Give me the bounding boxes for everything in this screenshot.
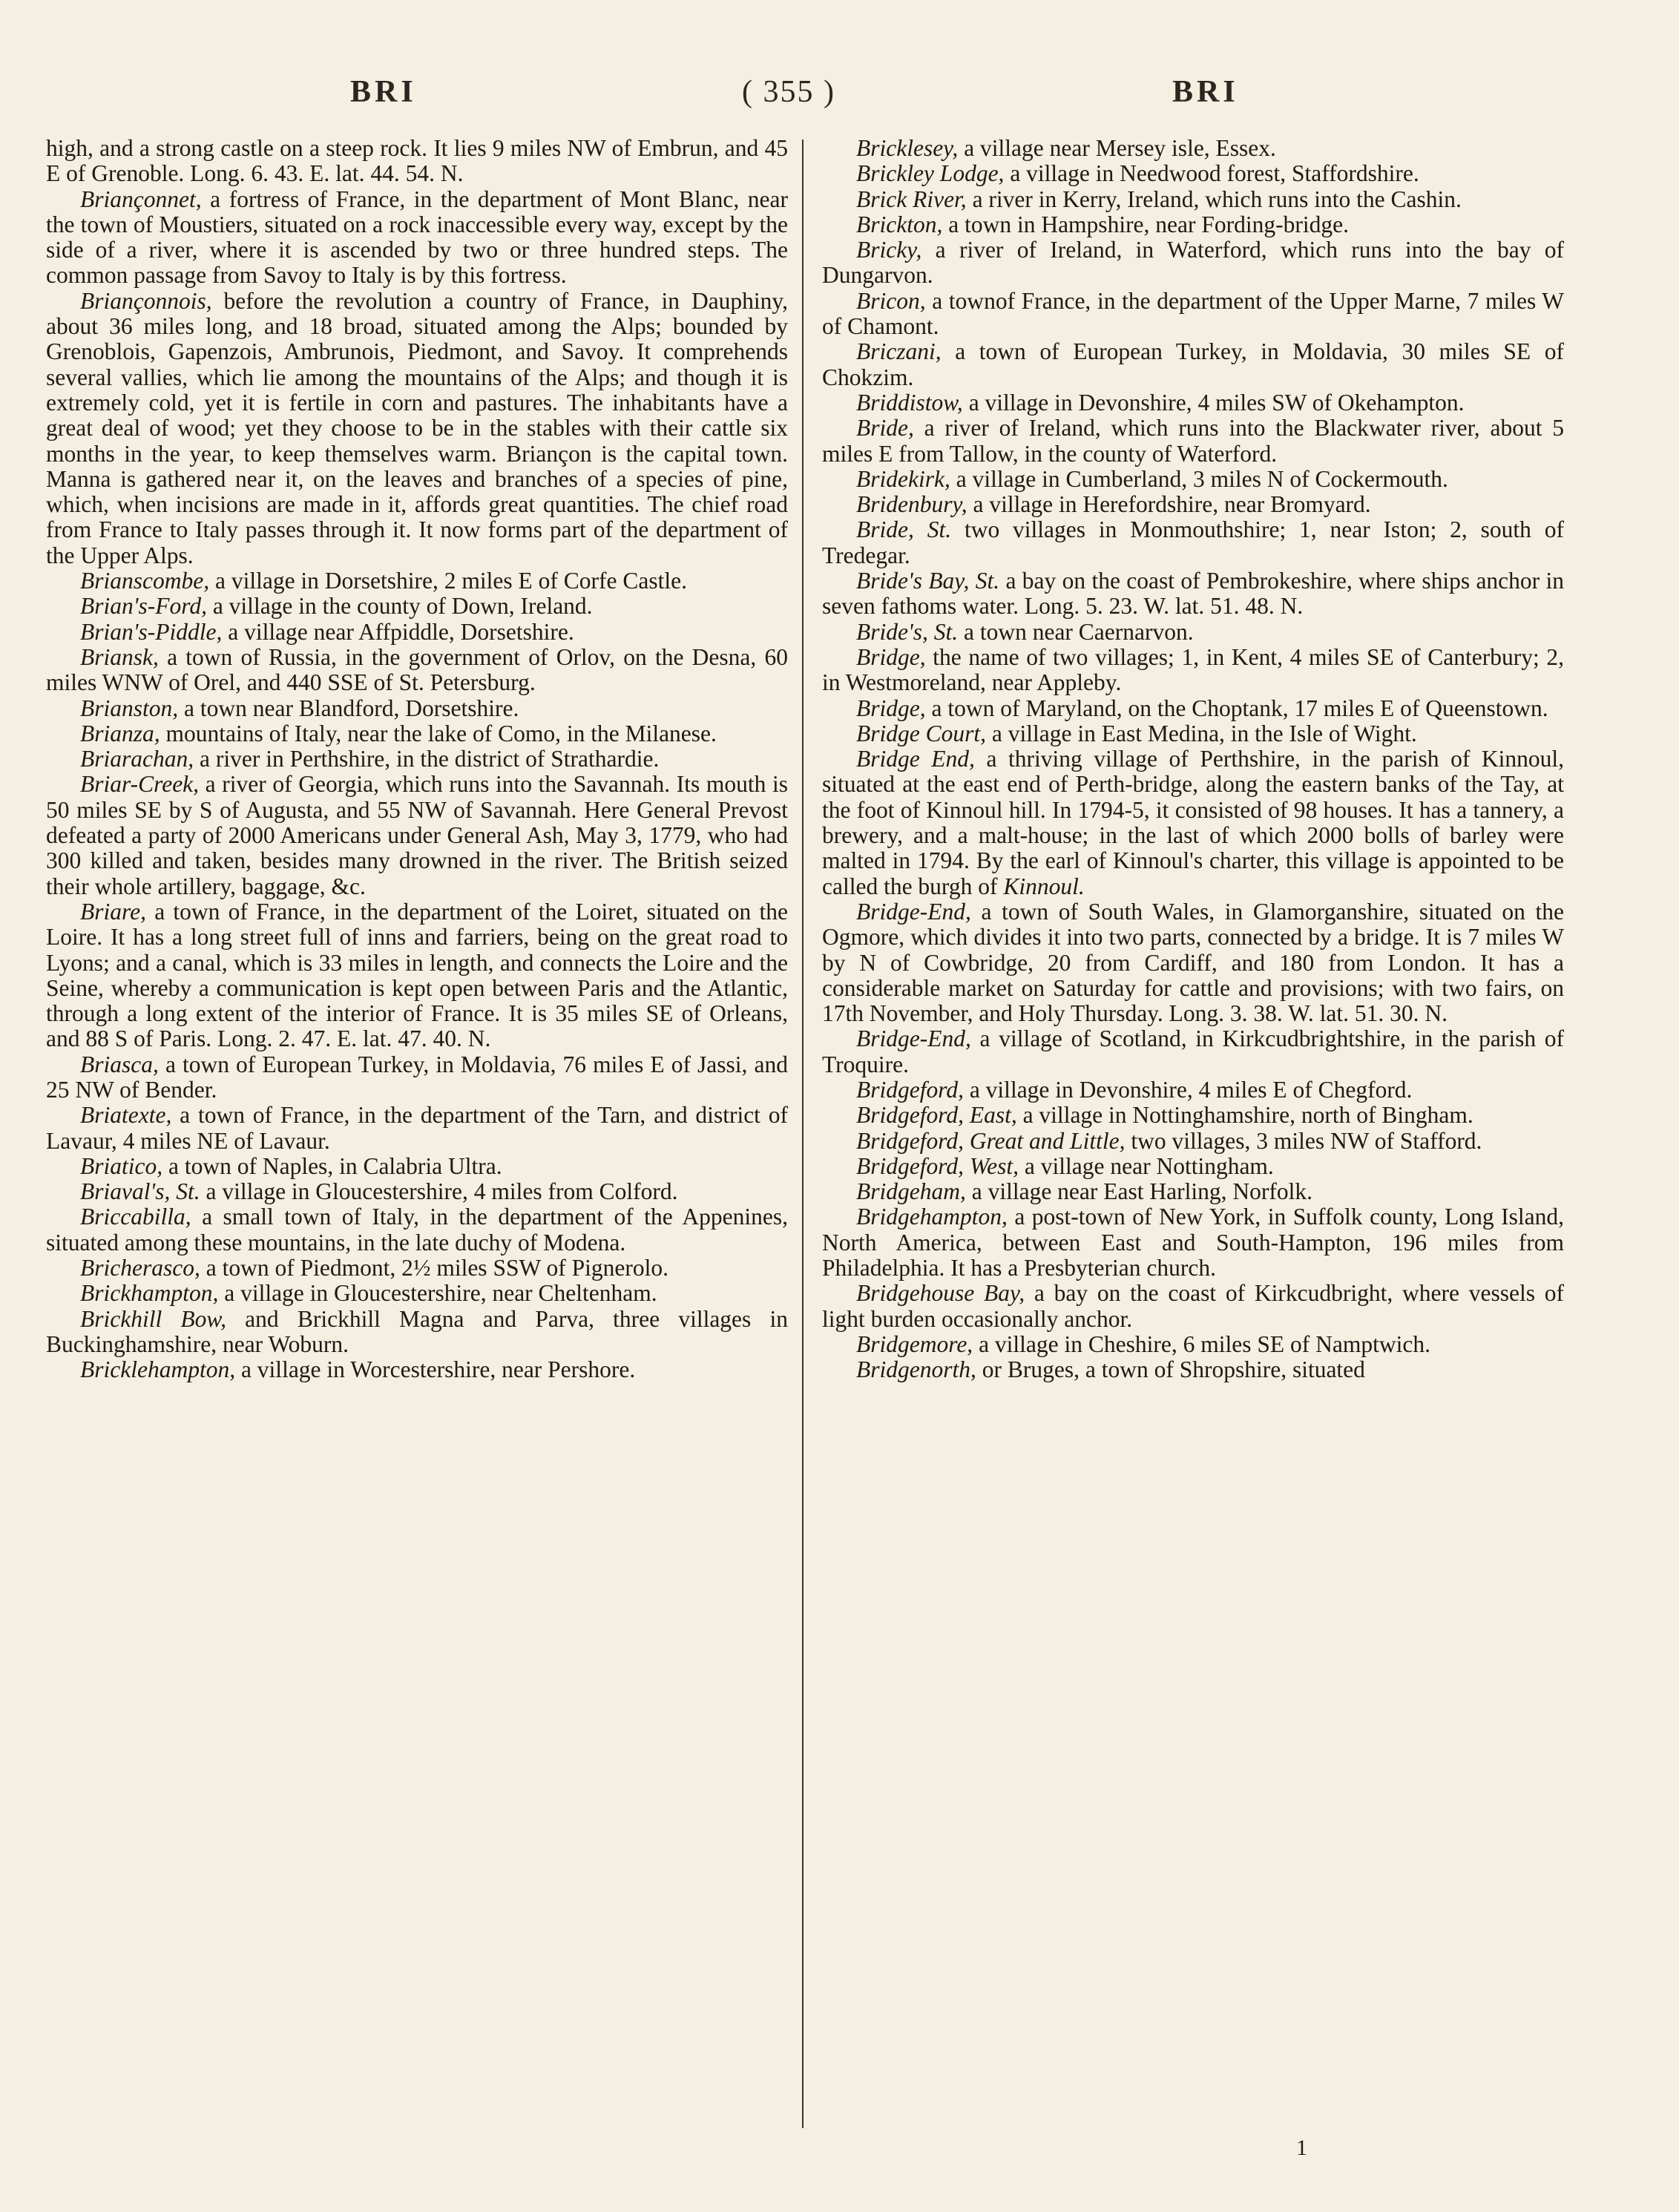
entry-headword: Briar-Creek, — [80, 771, 200, 798]
entry-headword: Brianscombe, — [80, 568, 210, 594]
gazetteer-entry — [46, 1204, 788, 1256]
entry-text: a village near Nottingham. — [1019, 1152, 1274, 1179]
entry-headword: Bridgehouse Bay, — [856, 1280, 1025, 1307]
gazetteer-entry — [822, 1357, 1564, 1382]
entry-headword: Briansk, — [80, 643, 159, 670]
entry-text: two villages, 3 miles NW of Stafford. — [1125, 1127, 1482, 1154]
entry-headword: Bridge, — [856, 643, 926, 670]
gazetteer-entry — [822, 1103, 1564, 1128]
entry-headword: Briasca, — [80, 1051, 159, 1077]
entry-headword: Bricky, — [856, 237, 922, 263]
entry-text: mountains of Italy, near the lake of Como, in the Milanese. — [160, 720, 717, 746]
gazetteer-entry — [46, 1103, 788, 1154]
entry-text: a thriving village of Perthshire, in the parish of Kinnoul, situated at the east end of Perth-bridge, along the eastern banks of the Tay, at the foot of Kinnoul hill. In 1794-5, it consisted of 98 houses. It has a tannery, a brewery, and a malt-house; in the last of which 2000 bolls of barley were malted in 1794. By the earl of Kinnoul's charter, this village is appointed to be called the burgh of — [822, 746, 1564, 899]
entry-text: a village in Nottinghamshire, north of Bingham. — [1016, 1102, 1473, 1129]
entry-text: a village near Mersey isle, Essex. — [958, 135, 1276, 161]
entry-text: a village in Gloucestershire, 4 miles from Colford. — [200, 1178, 678, 1205]
entry-headword: Bricon, — [856, 287, 926, 314]
entry-text: before the revolution a country of France, in Dauphiny, about 36 miles long, and 18 broad, situated among the Alps; bounded by Grenoblois, Gapenzois, Ambrunois, Piedmont, and Savoy. It comprehends several vallies, which lie among the mountains of the Alps; and though it is extremely cold, yet it is fertile in corn and pastures. The inhabitants have a great deal of wood; yet they choose to be in the stables with their cattle six months in the year, to keep themselves warm. Briançon is the capital town. Manna is gathered near it, on the leaves and branches of a species of pine, which, when incisions are made in it, affords great quantities. The chief road from France to Italy passes through it. It now forms part of the department of the Upper Alps. — [46, 287, 788, 568]
running-head-right: BRI — [1172, 75, 1239, 109]
gazetteer-entry — [46, 620, 788, 645]
entry-text: a bay on the coast of Pembrokeshire, where ships anchor in seven fathoms water. Long. 5. 23. W. lat. 51. 48. N. — [822, 568, 1564, 620]
entry-headword: Bricherasco, — [80, 1255, 200, 1281]
gazetteer-entry — [822, 339, 1564, 390]
gazetteer-entry — [822, 696, 1564, 721]
entry-headword: Bridgenorth, — [856, 1356, 976, 1383]
gazetteer-entry — [822, 620, 1564, 645]
entry-headword: Bride's Bay, St. — [856, 568, 1000, 594]
right-column — [822, 136, 1564, 1383]
entry-text: a village in Herefordshire, near Bromyard. — [967, 491, 1371, 518]
entry-text: a fortress of France, in the department of Mont Blanc, near the town of Moustiers, situated on a rock inaccessible every way, except by the side of a river, where it is ascended by two or three hundred steps. The common passage from Savoy to Italy is by this fortress. — [46, 186, 788, 289]
gazetteer-entry — [822, 1204, 1564, 1281]
column-rule — [802, 140, 804, 2128]
gazetteer-entry — [822, 645, 1564, 696]
entry-headword: Bride, — [856, 415, 914, 442]
entry-text: a village in East Medina, in the Isle of Wight. — [986, 720, 1417, 746]
entry-headword: Brickhill Bow, — [80, 1305, 226, 1332]
entry-text: a village in Worcestershire, near Pershore. — [235, 1356, 636, 1383]
gazetteer-entry — [46, 594, 788, 619]
entry-text: a river of Ireland, which runs into the Blackwater river, about 5 miles E from Tallow, in the county of Waterford. — [822, 415, 1564, 467]
entry-headword: Brickley Lodge, — [856, 160, 1005, 187]
gazetteer-entry — [822, 289, 1564, 340]
entry-text: a town of Piedmont, 2½ miles SSW of Pignerolo. — [200, 1255, 668, 1281]
gazetteer-entry — [46, 772, 788, 899]
entry-text: a bay on the coast of Kirkcudbright, where vessels of light burden occasionally anchor. — [822, 1280, 1564, 1332]
gazetteer-entry — [46, 1281, 788, 1306]
gazetteer-entry — [46, 136, 788, 187]
gazetteer-entry — [822, 390, 1564, 416]
entry-headword: Bridenbury, — [856, 491, 967, 518]
entry-headword: Bricklehampton, — [80, 1356, 236, 1383]
entry-text: a town of Naples, in Calabria Ultra. — [162, 1152, 502, 1179]
gazetteer-entry — [822, 467, 1564, 492]
entry-headword: Brian's-Piddle, — [80, 618, 223, 645]
entry-headword: Bride's, St. — [856, 618, 959, 645]
gazetteer-entry — [46, 1179, 788, 1204]
entry-headword: Briare, — [80, 898, 146, 925]
entry-headword: Bride, St. — [856, 516, 952, 543]
entry-headword: Bricklesey, — [856, 135, 959, 161]
entry-text: a village in Cheshire, 6 miles SE of Namptwich. — [973, 1330, 1430, 1357]
entry-headword: Bridgeford, West, — [856, 1152, 1019, 1179]
gazetteer-entry — [822, 1332, 1564, 1357]
gazetteer-entry — [46, 721, 788, 746]
entry-headword: Bridge-End, — [856, 898, 971, 925]
entry-headword: Briczani, — [856, 338, 942, 365]
entry-text: a village near East Harling, Norfolk. — [965, 1178, 1312, 1205]
entry-text: a village near Affpiddle, Dorsetshire. — [222, 618, 574, 645]
page-number: ( 355 ) — [742, 75, 835, 109]
entry-text: a town of France, in the department of the Tarn, and district of Lavaur, 4 miles NE of Lavaur. — [46, 1102, 788, 1154]
entry-headword: Bridge, — [856, 695, 926, 721]
entry-headword: Briddistow, — [856, 389, 963, 416]
gazetteer-entry — [822, 568, 1564, 620]
gazetteer-entry — [822, 746, 1564, 899]
entry-text: a river of Ireland, in Waterford, which runs into the bay of Dungarvon. — [822, 237, 1564, 289]
entry-headword: Bridge Court, — [856, 720, 987, 746]
gazetteer-entry — [822, 899, 1564, 1026]
entry-text: a village in Devonshire, 4 miles SW of Okehampton. — [962, 389, 1465, 416]
entry-text: a town of European Turkey, in Moldavia, 76 miles E of Jassi, and 25 NW of Bender. — [46, 1051, 788, 1103]
entry-text: a village in Cumberland, 3 miles N of Cockermouth. — [950, 465, 1448, 492]
entry-text: a town in Hampshire, near Fording-bridge. — [942, 211, 1349, 237]
gazetteer-entry — [46, 1256, 788, 1281]
gazetteer-entry — [822, 721, 1564, 746]
entry-headword: Bridgeham, — [856, 1178, 966, 1205]
entry-headword: Briaval's, St. — [80, 1178, 200, 1205]
entry-text: a town of South Wales, in Glamorganshire, situated on the Ogmore, which divides it into two parts, connected by a bridge. It is 7 miles W by N of Cowbridge, 20 from Cardiff, and 180 from London. It has a considerable market on Saturday for cattle and provisions; with two fairs, on 17th November, and Holy Thursday. Long. 3. 38. W. lat. 51. 30. N. — [822, 898, 1564, 1027]
entry-text: or Bruges, a town of Shropshire, situated — [976, 1356, 1365, 1383]
entry-text: a town of Russia, in the government of Orlov, on the Desna, 60 miles WNW of Orel, and 440 SSE of St. Petersburg. — [46, 643, 788, 696]
entry-text: a town near Caernarvon. — [958, 618, 1194, 645]
gazetteer-entry — [822, 187, 1564, 212]
gazetteer-entry — [822, 237, 1564, 289]
entry-headword: Bridge End, — [856, 746, 975, 772]
gazetteer-entry — [46, 899, 788, 1052]
gazetteer-entry — [46, 187, 788, 289]
gazetteer-entry — [822, 416, 1564, 467]
gazetteer-entry — [822, 1154, 1564, 1179]
entry-text: a village in Devonshire, 4 miles E of Chegford. — [963, 1076, 1413, 1103]
gazetteer-entry — [46, 645, 788, 696]
entry-text: a village in Needwood forest, Staffordshire. — [1004, 160, 1419, 187]
entry-headword: Brickhampton, — [80, 1280, 219, 1307]
entry-headword: Bridge-End, — [856, 1025, 971, 1052]
signature-mark: 1 — [1296, 2136, 1307, 2160]
entry-text: a village in Gloucestershire, near Cheltenham. — [218, 1280, 657, 1307]
gazetteer-entry — [46, 746, 788, 772]
entry-text: a town of France, in the department of the Loiret, situated on the Loire. It has a long street full of inns and farriers, being on the great road to Lyons; and a canal, which is 33 miles in length, and connects the Loire and the Seine, whereby a communication is kept open between Paris and the Atlantic, through a long extent of the interior of France. It is 35 miles SE of Orleans, and 88 S of Paris. Long. 2. 47. E. lat. 47. 40. N. — [46, 898, 788, 1052]
entry-text: a river in Perthshire, in the district of Strathardie. — [194, 746, 660, 772]
entry-text: a town of Maryland, on the Choptank, 17 miles E of Queenstown. — [925, 695, 1548, 721]
entry-text: a river in Kerry, Ireland, which runs into the Cashin. — [966, 186, 1462, 212]
entry-headword: Bridgemore, — [856, 1330, 973, 1357]
entry-headword: Bridekirk, — [856, 465, 950, 492]
gazetteer-entry — [822, 1026, 1564, 1077]
entry-text: a village in Dorsetshire, 2 miles E of Corfe Castle. — [209, 568, 687, 594]
entry-text: a small town of Italy, in the department of the Appenines, situated among these mountains, in the late duchy of Modena. — [46, 1204, 788, 1256]
entry-headword: Bridgeford, Great and Little, — [856, 1127, 1126, 1154]
gazetteer-entry — [822, 1281, 1564, 1332]
entry-text: a post-town of New York, in Suffolk county, Long Island, North America, between East and South-Hampton, 196 miles from Philadelphia. It has a Presbyterian church. — [822, 1204, 1564, 1281]
running-head-left: BRI — [350, 75, 417, 109]
entry-text: the name of two villages; 1, in Kent, 4 miles SE of Canterbury; 2, in Westmoreland, near Appleby. — [822, 643, 1564, 696]
entry-text: high, and a strong castle on a steep rock. It lies 9 miles NW of Embrun, and 45 E of Grenoble. Long. 6. 43. E. lat. 44. 54. N. — [46, 135, 788, 187]
entry-text: a townof France, in the department of the Upper Marne, 7 miles W of Chamont. — [822, 287, 1564, 340]
gazetteer-entry — [46, 289, 788, 568]
entry-headword: Briatexte, — [80, 1102, 172, 1129]
gazetteer-entry — [46, 696, 788, 721]
entry-headword: Brianston, — [80, 695, 179, 721]
entry-text: two villages in Monmouthshire; 1, near Iston; 2, south of Tredegar. — [822, 516, 1564, 568]
entry-text: a village of Scotland, in Kirkcudbrightshire, in the parish of Troquire. — [822, 1025, 1564, 1077]
entry-text: a river of Georgia, which runs into the Savannah. Its mouth is 50 miles SE by S of Augusta, and 55 NW of Savannah. Here General Prevost defeated a party of 2000 Americans under General Ash, May 3, 1779, who had 300 killed and taken, besides many drowned in the river. The British seized their whole artillery, baggage, &c. — [46, 771, 788, 899]
entry-headword: Briccabilla, — [80, 1204, 191, 1230]
entry-text: a town of European Turkey, in Moldavia, 30 miles SE of Chokzim. — [822, 338, 1564, 390]
gazetteer-entry — [822, 161, 1564, 186]
gazetteer-entry — [46, 1052, 788, 1103]
gazetteer-entry — [46, 1154, 788, 1179]
entry-headword: Briançonnet, — [80, 186, 202, 212]
entry-text: a village in the county of Down, Ireland. — [206, 593, 593, 620]
gazetteer-entry — [822, 492, 1564, 517]
gazetteer-entry — [822, 1129, 1564, 1154]
gazetteer-entry — [46, 1307, 788, 1358]
entry-headword: Brianza, — [80, 720, 160, 746]
entry-text: a town near Blandford, Dorsetshire. — [178, 695, 519, 721]
gazetteer-entry — [822, 1077, 1564, 1103]
entry-headword: Brian's-Ford, — [80, 593, 207, 620]
entry-headword: Briarachan, — [80, 746, 194, 772]
entry-headword: Bridgehampton, — [856, 1204, 1008, 1230]
gazetteer-entry — [822, 136, 1564, 161]
entry-text: and Brickhill Magna and Parva, three villages in Buckinghamshire, near Woburn. — [46, 1305, 789, 1357]
entry-tail: Kinnoul. — [1003, 873, 1085, 899]
entry-headword: Brick River, — [856, 186, 967, 212]
entry-headword: Bridgeford, East, — [856, 1102, 1017, 1129]
entry-headword: Briançonnois, — [80, 287, 212, 314]
gazetteer-entry — [822, 212, 1564, 237]
entry-headword: Brickton, — [856, 211, 943, 237]
entry-headword: Briatico, — [80, 1152, 163, 1179]
gazetteer-entry — [822, 517, 1564, 568]
entry-headword: Bridgeford, — [856, 1076, 964, 1103]
gazetteer-entry — [46, 1357, 788, 1382]
gazetteer-entry — [46, 568, 788, 594]
gazetteer-entry — [822, 1179, 1564, 1204]
left-column — [46, 136, 788, 1383]
